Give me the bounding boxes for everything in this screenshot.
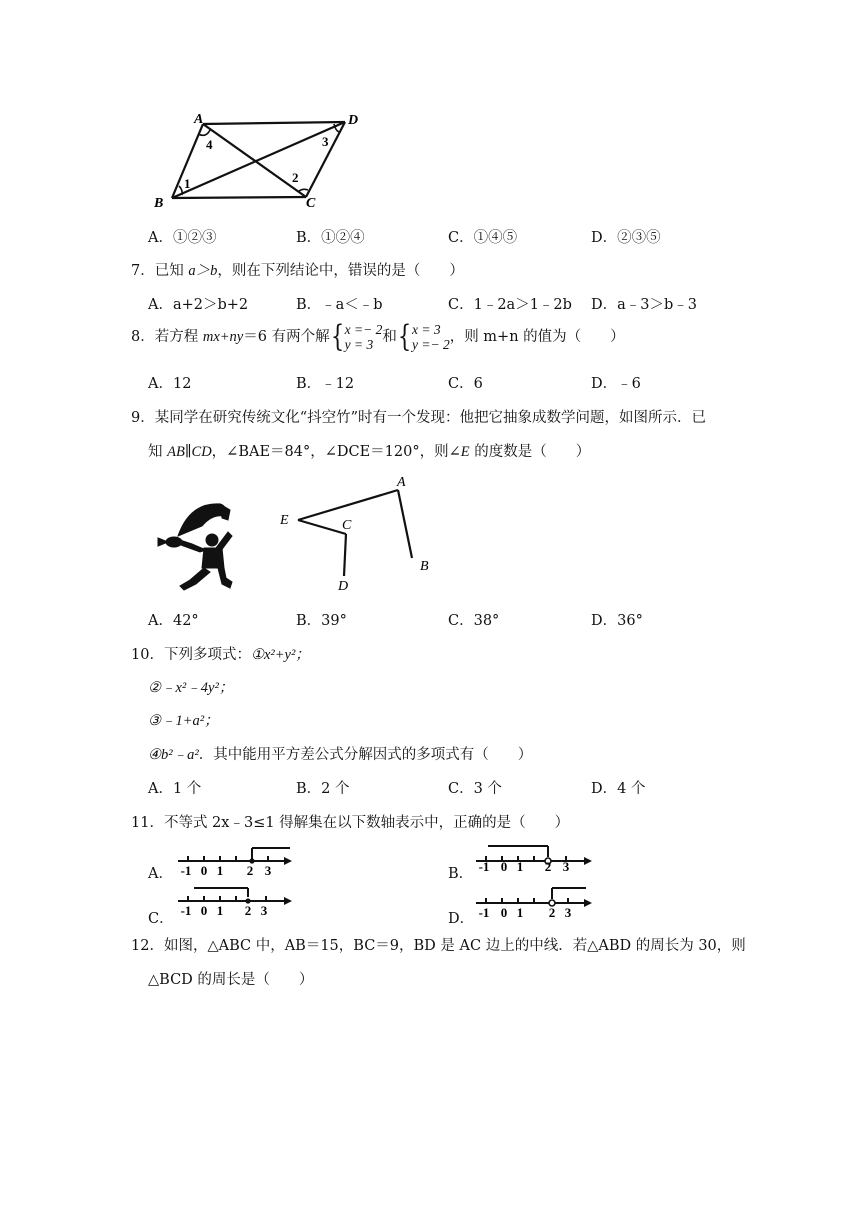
q9-point-e: E <box>280 513 289 528</box>
q11-option-a-label[interactable]: A． <box>148 866 173 882</box>
q8-sol2-x: x = 3 <box>411 322 441 337</box>
q6-vertex-b: B <box>154 196 164 211</box>
q6-option-b[interactable]: B．①②④ <box>296 230 365 246</box>
q8-solution-1 <box>345 322 383 352</box>
q9-geometry-figure <box>276 472 446 600</box>
q9-point-c: C <box>342 518 352 533</box>
q8-option-b[interactable]: B．﹣12 <box>296 376 355 392</box>
q6-angle-3: 3 <box>322 134 329 149</box>
q11b-tick-3: 3 <box>562 859 570 874</box>
q12-number: 12． <box>131 938 164 954</box>
q10-stem <box>131 643 310 664</box>
q9-option-a[interactable]: A．42° <box>148 613 199 629</box>
q9-line2-pre: 知 <box>148 444 168 460</box>
q11-option-d-label[interactable]: D． <box>448 911 475 927</box>
q11-number: 11． <box>131 815 164 831</box>
q11-number-line-b[interactable] <box>474 840 596 878</box>
q9-stem-line1 <box>131 406 706 427</box>
q8-option-a[interactable]: A．12 <box>148 376 192 392</box>
q9-point-a: A <box>397 475 406 490</box>
q8-and: 和 <box>382 329 397 345</box>
q9-stem-line1-text: 某同学在研究传统文化“抖空竹”时有一个发现：他把它抽象成数学问题，如图所示．已 <box>154 410 707 426</box>
q11c-tick-neg1: -1 <box>180 903 192 918</box>
q9-option-c[interactable]: C．38° <box>448 613 500 629</box>
q11d-tick-neg1: -1 <box>478 905 490 920</box>
q11c-tick-2: 2 <box>244 903 252 918</box>
q6-option-c[interactable]: C．①④⑤ <box>448 230 518 246</box>
q6-angle-4: 4 <box>206 137 213 152</box>
q8-stem-mid: ＝6 有两个解 <box>243 329 330 345</box>
q9-line2-expr: AB∥CD <box>167 444 212 460</box>
q11-stem-text: 不等式 2x﹣3≤1 得解集在以下数轴表示中，正确的是（ ） <box>163 815 570 831</box>
q8-sol1-y: y = 3 <box>344 337 374 352</box>
q6-option-d[interactable]: D．②③⑤ <box>591 230 661 246</box>
q7-number: 7． <box>131 263 155 279</box>
q9-option-d[interactable]: D．36° <box>591 613 643 629</box>
q9-line2-e: E <box>460 444 470 460</box>
q11a-tick-1: 1 <box>216 863 224 878</box>
q11d-tick-3: 3 <box>564 905 572 920</box>
q8-sol2-y: y =− 2 <box>411 337 450 352</box>
q11c-tick-3: 3 <box>260 903 268 918</box>
q11a-tick-3: 3 <box>264 863 272 878</box>
q8-stem-post: ，则 m+n 的值为（ ） <box>449 329 625 345</box>
q9-line2-mid: ，∠BAE＝84°，∠DCE＝120°，则∠ <box>211 444 461 460</box>
q8-brace-2: { <box>397 319 412 354</box>
q10-option-c[interactable]: C．3 个 <box>448 781 502 797</box>
q9-option-b[interactable]: B．39° <box>296 613 347 629</box>
q11d-tick-2: 2 <box>548 905 556 920</box>
q9-line2-post: 的度数是（ ） <box>469 444 591 460</box>
q11a-tick-0: 0 <box>200 863 208 878</box>
q8-brace-1: { <box>330 319 344 354</box>
q7-option-b[interactable]: B．﹣a＜﹣b <box>296 297 383 313</box>
q11-stem <box>131 811 569 832</box>
q11b-tick-1: 1 <box>516 859 524 874</box>
q11a-tick-neg1: -1 <box>180 863 192 878</box>
q11a-tick-2: 2 <box>246 863 254 878</box>
q8-stem-expr: mx+ny <box>202 329 244 345</box>
q6-angle-1: 1 <box>184 176 191 191</box>
q10-number: 10． <box>131 647 164 663</box>
q10-stem-text: 下列多项式： <box>163 647 251 663</box>
q10-item-1: ①x²+y²； <box>250 647 310 663</box>
q8-stem <box>131 319 625 354</box>
q8-sol1-x: x =− 2 <box>344 322 383 337</box>
q11-option-b-label[interactable]: B． <box>448 866 474 882</box>
q6-vertex-d: D <box>348 113 359 128</box>
q10-item-3: ③﹣1+a²； <box>148 713 219 729</box>
q11d-tick-0: 0 <box>500 905 508 920</box>
q10-option-d[interactable]: D．4 个 <box>591 781 646 797</box>
q7-stem <box>131 259 464 280</box>
q6-option-a[interactable]: A．①②③ <box>148 230 217 246</box>
q8-option-c[interactable]: C．6 <box>448 376 483 392</box>
q9-stem-line2 <box>148 440 590 461</box>
q12-stem-line1 <box>131 934 746 955</box>
q7-option-a[interactable]: A．a+2＞b+2 <box>148 297 249 313</box>
q7-option-d[interactable]: D．a﹣3＞b﹣3 <box>591 297 698 313</box>
q9-number: 9． <box>131 410 155 426</box>
q11-number-line-a[interactable] <box>176 842 296 878</box>
q6-angle-2: 2 <box>292 170 299 185</box>
q11b-tick-2: 2 <box>544 859 552 874</box>
q9-point-b: B <box>420 559 429 574</box>
q7-option-c[interactable]: C．1﹣2a＞1﹣2b <box>448 297 572 313</box>
q12-stem-line1-text: 如图，△ABC 中，AB＝15，BC＝9，BD 是 AC 边上的中线．若△ABD 的周长为 30，则 <box>163 938 746 954</box>
q6-vertex-a: A <box>194 112 204 127</box>
q10-option-b[interactable]: B．2 个 <box>296 781 350 797</box>
q6-parallelogram-figure <box>148 108 368 212</box>
q8-number: 8． <box>131 329 155 345</box>
q7-stem-post: ，则在下列结论中，错误的是（ ） <box>217 263 464 279</box>
q8-stem-pre: 若方程 <box>154 329 203 345</box>
q11d-tick-1: 1 <box>516 905 524 920</box>
q7-stem-expr: a＞b <box>188 263 218 279</box>
q10-option-a[interactable]: A．1 个 <box>148 781 202 797</box>
q7-stem-pre: 已知 <box>154 263 189 279</box>
q11c-tick-0: 0 <box>200 903 208 918</box>
q11-number-line-d[interactable] <box>474 884 596 924</box>
q11-number-line-c[interactable] <box>176 884 296 922</box>
q11-option-c-label[interactable]: C． <box>148 911 174 927</box>
q9-point-d: D <box>338 579 349 594</box>
q8-solution-2 <box>412 322 450 352</box>
q10-item-4: ④b²﹣a² <box>148 747 199 763</box>
diabolo-player-illustration <box>150 496 240 592</box>
q11b-tick-neg1: -1 <box>478 859 490 874</box>
q12-stem-line2: △BCD 的周长是（ ） <box>148 972 314 988</box>
q6-vertex-c: C <box>306 196 316 211</box>
q8-option-d[interactable]: D．﹣6 <box>591 376 641 392</box>
q10-item-2: ②﹣x²﹣4y²； <box>148 680 234 696</box>
q11b-tick-0: 0 <box>500 859 508 874</box>
q10-item-4-line <box>148 743 532 764</box>
q10-item-4-post: ．其中能用平方差公式分解因式的多项式有（ ） <box>198 747 533 763</box>
q11c-tick-1: 1 <box>216 903 224 918</box>
